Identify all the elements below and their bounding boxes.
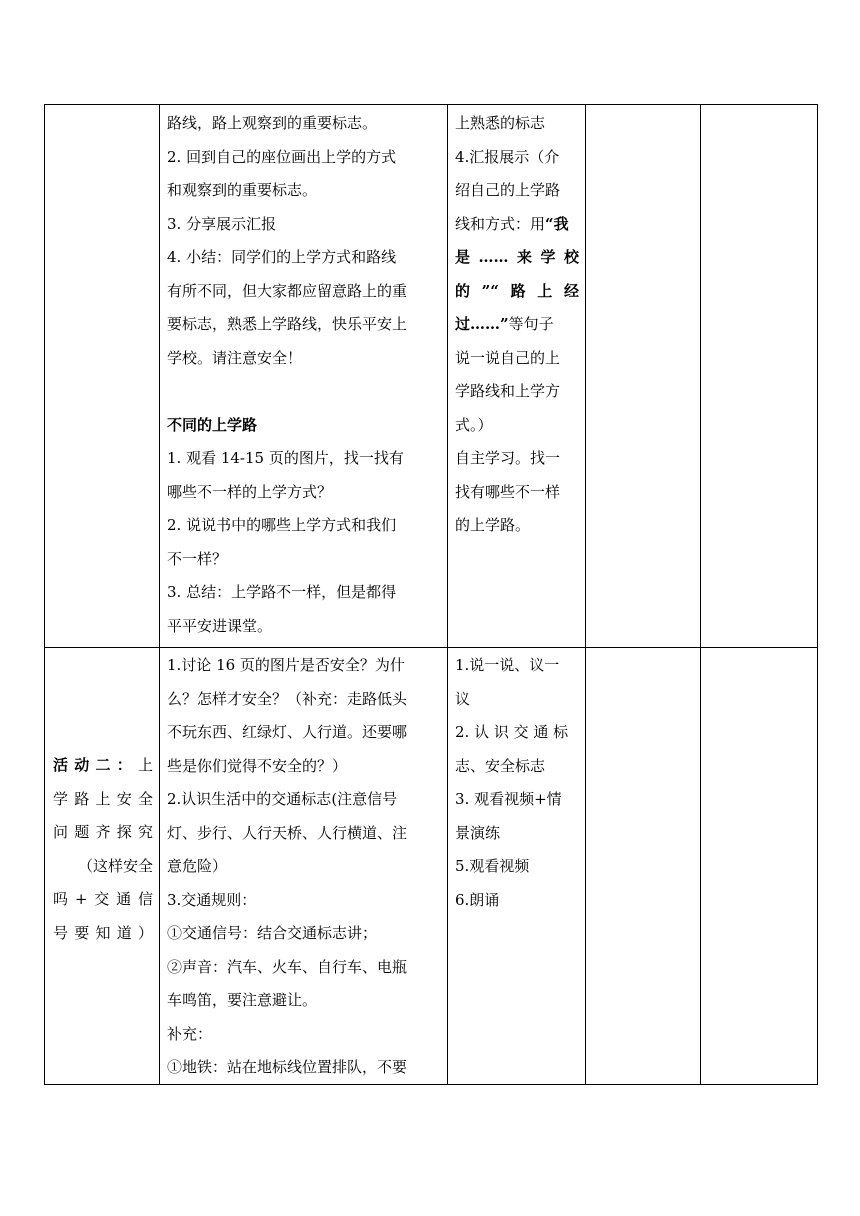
text-line: 的上学路。 [455,516,531,534]
row1-empty-cell [701,105,817,647]
text-line: 号要知道） [53,923,153,942]
text-line: 3. 总结：上学路不一样，但是都得 [167,583,397,601]
text-line: 2.认识生活中的交通标志(注意信号 [167,790,398,808]
text-line: 5.观看视频 [455,857,530,875]
bold-text: 是……来学校 [455,248,579,266]
bold-text: 的”“路上经 [455,281,579,300]
text-line: 说一说自己的上 [455,348,561,367]
text-line: ②声音：汽车、火车、自行车、电瓶 [167,957,408,976]
text-line: 些是你们觉得不安全的？） [167,756,348,775]
text-line: 找有哪些不一样 [455,482,561,501]
row2-teacher-content-cell [167,649,441,1085]
row2-activity-cell [53,749,153,950]
text-line: 不一样？ [167,549,228,568]
text-span: 等句子 [508,315,554,333]
text-line: 平平安进课堂。 [167,616,273,635]
row1-activity-cell [45,105,159,647]
text-line: 要标志，熟悉上学路线，快乐平安上 [167,315,408,333]
text-line: 哪些不一样的上学方式？ [167,482,333,501]
activity-title: 活动二： [53,756,138,774]
text-line: 问题齐探究 [53,823,153,841]
text-line: 学路线和上学方 [455,382,561,400]
text-line: 和观察到的重要标志。 [167,181,318,199]
row1-student-activity-cell [455,107,579,543]
text-line: 4.汇报展示（介 [455,147,560,166]
column-divider [447,105,448,1084]
text-line [455,208,579,242]
row1-teacher-content-cell [167,107,441,643]
text-line: 4. 小结：同学们的上学方式和路线 [167,248,397,266]
text-line: 6.朗诵 [455,890,500,909]
text-line: 么？怎样才安全？（补充：走路低头 [167,689,408,708]
text-line: 1. 观看 14-15 页的图片，找一找有 [167,449,404,467]
text-line: 议 [455,689,471,708]
text-line: 意危险） [167,857,228,875]
text-line: 绍自己的上学路 [455,181,561,199]
text-line: 自主学习。找一 [455,449,561,467]
text-span: 上 [137,756,153,774]
text-line: 1.讨论 16 页的图片是否安全？为什 [167,656,405,674]
text-line: 3.交通规则： [167,890,257,909]
blank-line [167,375,441,409]
text-line: 3. 分享展示汇报 [167,214,277,233]
text-line: 式。） [455,415,493,434]
bold-justified-line [455,275,579,309]
text-line: 2. 说说书中的哪些上学方式和我们 [167,516,397,534]
bold-justified-line [455,241,579,275]
text-line: 灯、步行、人行天桥、人行横道、注 [167,823,408,842]
text-line: 3. 观看视频+情 [455,790,562,808]
text-line: ①地铁：站在地标线位置排队，不要 [167,1058,408,1076]
text-line: 学路上安全 [53,789,153,808]
row1-empty-cell [586,105,700,647]
text-line [455,308,579,342]
text-line: 学校。请注意安全！ [167,348,303,367]
text-line: 有所不同，但大家都应留意路上的重 [167,281,408,300]
row2-student-activity-cell [455,649,579,917]
text-line: 2. 认 识 交 通 标 [455,723,569,741]
text-line: 吗+交通信 [53,890,153,908]
text-line: 路线，路上观察到的重要标志。 [167,114,378,132]
column-divider [159,105,160,1084]
activity-title-line [53,749,153,783]
text-line: （这样安全 [77,856,153,875]
text-line: 2. 回到自己的座位画出上学的方式 [167,147,397,166]
text-line: ①交通信号：结合交通标志讲； [167,924,378,942]
row2-empty-cell [586,648,700,1084]
row2-empty-cell [701,648,817,1084]
lesson-plan-table [44,104,818,1085]
text-line: 不玩东西、红绿灯、人行道。还要哪 [167,723,408,741]
text-line: 车鸣笛，要注意避让。 [167,991,318,1009]
text-line: 上熟悉的标志 [455,114,546,132]
text-line: 1.说一说、议一 [455,656,560,674]
text-line: 景演练 [455,823,501,842]
bold-text: 过……” [455,315,509,333]
section-heading: 不同的上学路 [167,415,258,434]
text-line: 志、安全标志 [455,756,546,775]
text-line: 补充： [167,1024,213,1043]
bold-text: “我 [545,214,569,233]
text-span: 线和方式：用 [455,214,546,233]
